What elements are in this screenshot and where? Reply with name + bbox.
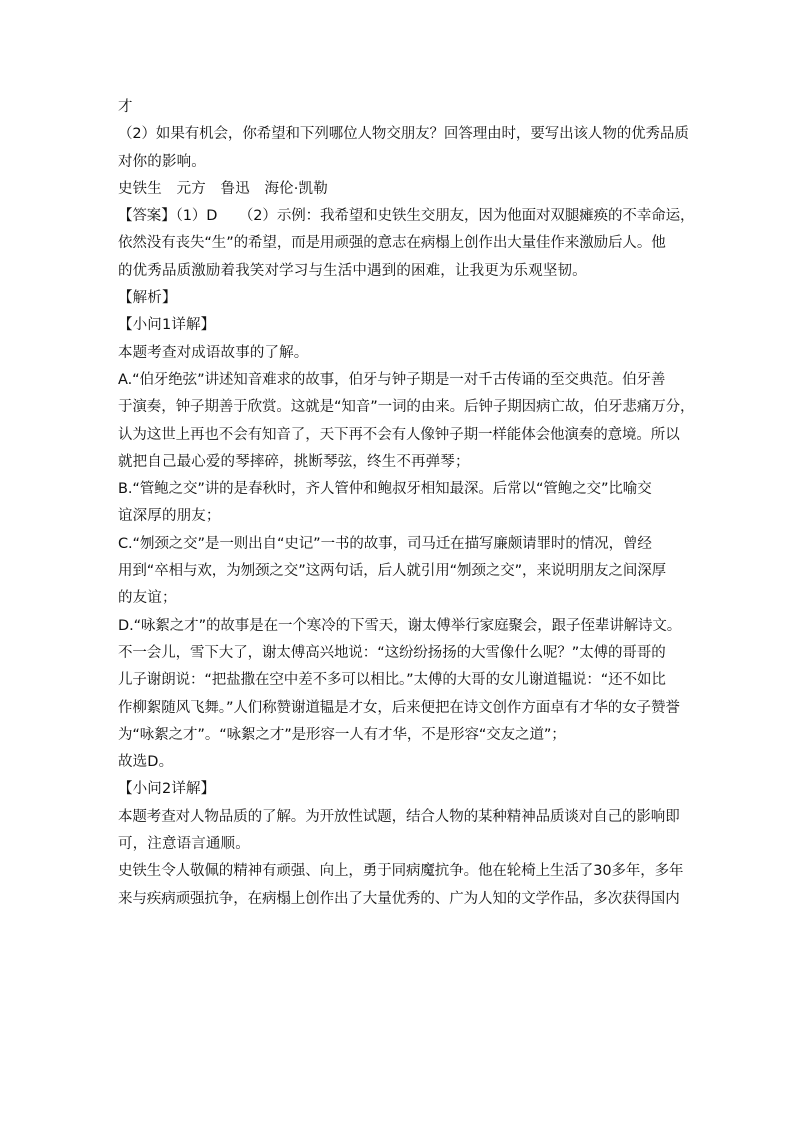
text-line: 儿子谢朗说：“把盐撒在空中差不多可以相比。”太傅的大哥的女儿谢道韫说：“还不如比 <box>118 672 666 689</box>
text-line: 本题考查对成语故事的了解。 <box>118 344 309 361</box>
text-line: B.“管鲍之交”讲的是春秋时，齐人管仲和鲍叔牙相知最深。后常以“管鲍之交”比喻交 <box>118 481 652 498</box>
subsection-heading: 【小问1详解】 <box>118 317 216 334</box>
question-line: 对你的影响。 <box>118 153 206 170</box>
text-line: 史铁生令人敬佩的精神有顽强、向上，勇于同病魔抗争。他在轮椅上生活了30多年，多年 <box>118 863 684 880</box>
text-line: 可，注意语言通顺。 <box>118 836 250 853</box>
text-line: 本题考查对人物品质的了解。为开放性试题，结合人物的某种精神品质谈对自己的影响即 <box>118 808 680 825</box>
text-line: A.“伯牙绝弦”讲述知音难求的故事，伯牙与钟子期是一对千古传诵的至交典范。伯牙善 <box>118 371 666 388</box>
text-line: C.“刎颈之交”是一则出自“史记”一书的故事，司马迁在描写廉颇请罪时的情况，曾经 <box>118 535 652 552</box>
text-line: 才 <box>118 99 133 115</box>
text-line: D.“咏絮之才”的故事是在一个寒冷的下雪天，谢太傅举行家庭聚会，跟子侄辈讲解诗文。 <box>118 617 682 634</box>
text-line: 为“咏絮之才”。“咏絮之才”是形容一人有才华，不是形容“交友之道”； <box>118 726 566 743</box>
section-heading: 【解析】 <box>118 290 177 307</box>
answer-line: 依然没有丧失“生”的希望，而是用顽强的意志在病榻上创作出大量佳作来激励后人。他 <box>118 235 666 252</box>
text-line: 故选D。 <box>118 754 174 771</box>
text-line: 作柳絮随风飞舞。”人们称赞谢道韫是才女，后来便把在诗文创作方面卓有才华的女子赞誉 <box>118 699 680 716</box>
subsection-heading: 【小问2详解】 <box>118 781 216 798</box>
answer-line: 【答案】（1）D （2）示例：我希望和史铁生交朋友，因为他面对双腿瘫痪的不幸命运， <box>118 208 695 225</box>
answer-line: 的优秀品质激励着我笑对学习与生活中遇到的困难，让我更为乐观坚韧。 <box>118 262 587 279</box>
document-body <box>118 98 695 917</box>
text-line: 谊深厚的朋友； <box>118 508 221 525</box>
text-line: 的友谊； <box>118 590 177 607</box>
text-line: 不一会儿，雪下大了，谢太傅高兴地说：“这纷纷扬扬的大雪像什么呢？”太傅的哥哥的 <box>118 644 666 661</box>
text-line: 就把自己最心爱的琴摔碎，挑断琴弦，终生不再弹琴； <box>118 453 470 470</box>
text-line: 用到“卒相与欢，为刎颈之交”这两句话，后人就引用“刎颈之交”，来说明朋友之间深厚 <box>118 563 667 580</box>
text-line: 于演奏，钟子期善于欣赏。这就是“知音”一词的由来。后钟子期因病亡故，伯牙悲痛万分， <box>118 399 695 416</box>
options-line: 史铁生 元方 鲁迅 海伦·凯勒 <box>118 180 328 197</box>
text-line: 认为这世上再也不会有知音了，天下再不会有人像钟子期一样能体会他演奏的意境。所以 <box>118 426 680 443</box>
text-line: 来与疾病顽强抗争，在病榻上创作出了大量优秀的、广为人知的文学作品，多次获得国内 <box>118 890 680 907</box>
question-line: （2）如果有机会，你希望和下列哪位人物交朋友？回答理由时，要写出该人物的优秀品质 <box>118 126 689 143</box>
